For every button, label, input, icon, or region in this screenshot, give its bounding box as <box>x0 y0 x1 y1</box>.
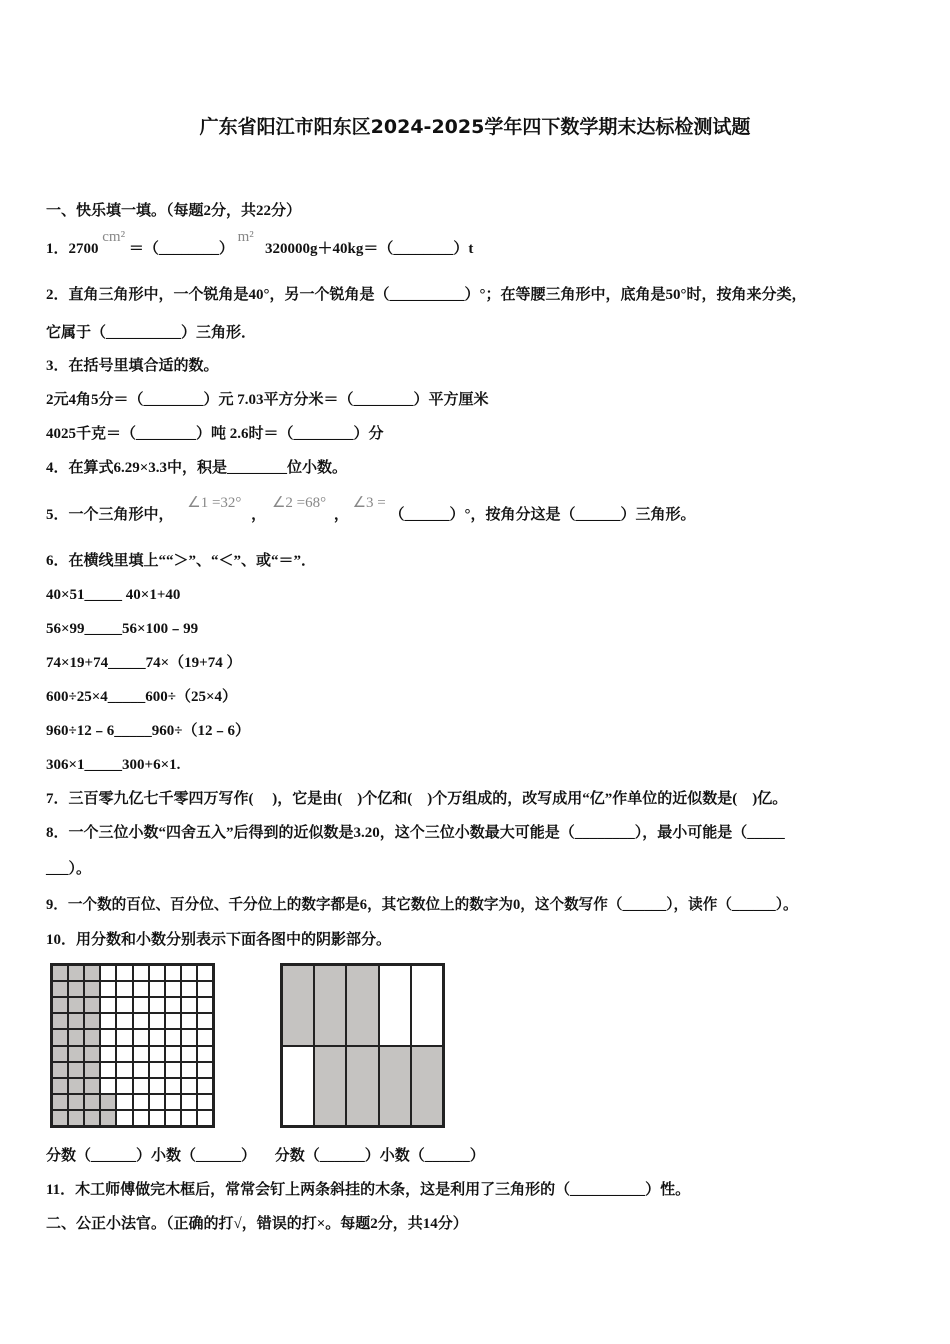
q5-blank: （______）°，按角分这是（______）三角形。 <box>389 507 696 523</box>
unit-cm2: cm² <box>102 229 126 245</box>
question-6: 6．在横线里填上““＞”、“＜”、或“＝”． <box>46 553 317 569</box>
question-3a: 2元4角5分＝（________）元 7.03平方分米＝（________）平方厘米 <box>46 392 489 408</box>
grid-cell <box>197 981 213 997</box>
grid-cell <box>100 965 116 981</box>
figure-part <box>314 965 346 1046</box>
grid-cell <box>149 1062 165 1078</box>
grid-cell <box>133 1013 149 1029</box>
ten-part-figure <box>280 963 445 1128</box>
grid-cell <box>52 965 68 981</box>
section-2-heading: 二、公正小法官。（正确的打√，错误的打×。每题2分，共14分） <box>46 1216 468 1232</box>
angle-1: ∠1 =32° <box>187 495 242 511</box>
question-5: 5．一个三角形中， ∠1 =32° ， ∠2 =68° ， ∠3 = （______）°，按角分这是（______）三角形。 <box>46 495 696 523</box>
grid-cell <box>149 1013 165 1029</box>
question-3: 3．在括号里填合适的数。 <box>46 358 219 374</box>
grid-cell <box>197 1094 213 1110</box>
grid-cell <box>52 1029 68 1045</box>
grid-cell <box>84 1094 100 1110</box>
grid-cell <box>181 981 197 997</box>
grid-cell <box>133 997 149 1013</box>
grid-cell <box>149 965 165 981</box>
grid-cell <box>68 1110 84 1126</box>
q5-text: 5．一个三角形中， <box>46 507 174 523</box>
question-11: 11．木工师傅做完木框后，常常会钉上两条斜挂的木条，这是利用了三角形的（__________）性。 <box>46 1182 691 1198</box>
grid-cell <box>197 1078 213 1094</box>
question-9: 9．一个数的百位、百分位、千分位上的数字都是6，其它数位上的数字为0，这个数写作（______），读作（______）。 <box>46 897 798 913</box>
grid-cell <box>181 1013 197 1029</box>
grid-cell <box>52 1110 68 1126</box>
compare-item: 600÷25×4_____600÷（25×4） <box>46 689 238 705</box>
grid-cell <box>197 1110 213 1126</box>
grid-cell <box>100 1078 116 1094</box>
grid-cell <box>116 1094 132 1110</box>
grid-cell <box>100 1046 116 1062</box>
grid-cell <box>84 1013 100 1029</box>
grid-cell <box>52 1013 68 1029</box>
grid-cell <box>181 1046 197 1062</box>
grid-cell <box>116 1013 132 1029</box>
angle-3: ∠3 = <box>352 495 386 511</box>
grid-cell <box>149 997 165 1013</box>
grid-cell <box>133 981 149 997</box>
grid-cell <box>52 981 68 997</box>
page-title: 广东省阳江市阳东区2024-2025学年四下数学期末达标检测试题 <box>199 116 751 138</box>
grid-cell <box>68 1046 84 1062</box>
grid-cell <box>181 1078 197 1094</box>
grid-cell <box>84 965 100 981</box>
grid-cell <box>84 1110 100 1126</box>
compare-item: 56×99_____56×100﹣99 <box>46 621 199 637</box>
figure-part <box>314 1046 346 1127</box>
grid-cell <box>165 1110 181 1126</box>
grid-cell <box>197 1046 213 1062</box>
q1-text-2: 320000g＋40kg＝（________）t <box>265 241 474 257</box>
figure-part <box>411 1046 443 1127</box>
grid-cell <box>52 1078 68 1094</box>
figure-part <box>282 965 314 1046</box>
grid-cell <box>68 981 84 997</box>
grid-cell <box>165 981 181 997</box>
grid-cell <box>84 1078 100 1094</box>
grid-cell <box>116 1078 132 1094</box>
grid-cell <box>84 1062 100 1078</box>
grid-cell <box>133 1078 149 1094</box>
grid-cell <box>197 997 213 1013</box>
grid-cell <box>52 1046 68 1062</box>
grid-cell <box>116 1029 132 1045</box>
compare-item: 306×1_____300+6×1. <box>46 757 181 773</box>
grid-cell <box>149 1094 165 1110</box>
grid-cell <box>116 1110 132 1126</box>
grid-cell <box>133 1062 149 1078</box>
grid-cell <box>133 1110 149 1126</box>
question-3b: 4025千克＝（________）吨 2.6时＝（________）分 <box>46 426 384 442</box>
grid-cell <box>149 1078 165 1094</box>
grid-cell <box>149 981 165 997</box>
grid-cell <box>68 965 84 981</box>
grid-cell <box>68 1062 84 1078</box>
q1-text: 1．2700 <box>46 241 99 257</box>
grid-cell <box>181 1062 197 1078</box>
question-2: 2．直角三角形中，一个锐角是40°，另一个锐角是（__________）°；在等腰三角形中，底角是50°时，按角来分类， <box>46 287 807 303</box>
grid-cell <box>197 1029 213 1045</box>
grid-cell <box>133 1029 149 1045</box>
figure-part <box>379 965 411 1046</box>
grid-cell <box>84 981 100 997</box>
question-7: 7．三百零九亿七千零四万写作( )，它是由( )个亿和( )个万组成的，改写成用“亿”作单位的近似数是( )亿。 <box>46 791 788 807</box>
grid-cell <box>116 1046 132 1062</box>
grid-cell <box>68 1029 84 1045</box>
question-2-cont: 它属于（__________）三角形． <box>46 325 257 341</box>
grid-cell <box>100 997 116 1013</box>
figure-part <box>346 965 378 1046</box>
hundred-grid-figure <box>50 963 215 1128</box>
grid-cell <box>181 1029 197 1045</box>
unit-m2: m² <box>237 229 254 245</box>
grid-cell <box>100 1013 116 1029</box>
figure-part <box>379 1046 411 1127</box>
compare-item: 40×51_____ 40×1+40 <box>46 587 181 603</box>
grid-cell <box>165 1078 181 1094</box>
grid-cell <box>116 1062 132 1078</box>
compare-item: 960÷12﹣6_____960÷（12﹣6） <box>46 723 250 739</box>
question-8-cont: ___）。 <box>46 861 92 877</box>
grid-cell <box>149 1029 165 1045</box>
figure-part <box>282 1046 314 1127</box>
grid-cell <box>68 1078 84 1094</box>
grid-cell <box>84 997 100 1013</box>
question-10-answers: 分数（______）小数（______） 分数（______）小数（______） <box>46 1148 485 1164</box>
grid-cell <box>116 965 132 981</box>
grid-cell <box>100 1029 116 1045</box>
grid-cell <box>197 1062 213 1078</box>
grid-cell <box>149 1110 165 1126</box>
figure-part <box>346 1046 378 1127</box>
grid-cell <box>165 1013 181 1029</box>
grid-cell <box>100 981 116 997</box>
grid-cell <box>68 1013 84 1029</box>
question-8: 8．一个三位小数“四舍五入”后得到的近似数是3.20，这个三位小数最大可能是（________），最小可能是（_____ <box>46 825 785 841</box>
figure-part <box>411 965 443 1046</box>
grid-cell <box>165 1062 181 1078</box>
angle-2: ∠2 =68° <box>271 495 327 511</box>
grid-cell <box>100 1094 116 1110</box>
grid-cell <box>133 1094 149 1110</box>
grid-cell <box>68 1094 84 1110</box>
grid-cell <box>165 1094 181 1110</box>
grid-cell <box>149 1046 165 1062</box>
grid-cell <box>84 1029 100 1045</box>
grid-cell <box>52 1094 68 1110</box>
grid-cell <box>116 997 132 1013</box>
q1-blank: ＝（________） <box>128 241 234 257</box>
question-1 <box>46 229 474 259</box>
compare-item: 74×19+74_____74×（19+74 ） <box>46 655 242 671</box>
grid-cell <box>133 965 149 981</box>
grid-cell <box>165 1046 181 1062</box>
grid-cell <box>165 1029 181 1045</box>
grid-cell <box>52 1062 68 1078</box>
grid-cell <box>116 981 132 997</box>
grid-cell <box>181 997 197 1013</box>
grid-cell <box>133 1046 149 1062</box>
grid-cell <box>100 1110 116 1126</box>
grid-cell <box>165 965 181 981</box>
grid-cell <box>100 1062 116 1078</box>
grid-cell <box>68 997 84 1013</box>
section-1-heading: 一、快乐填一填。（每题2分，共22分） <box>46 203 302 219</box>
grid-cell <box>197 965 213 981</box>
grid-cell <box>181 1094 197 1110</box>
question-4: 4．在算式6.29×3.3中，积是________位小数。 <box>46 460 348 476</box>
grid-cell <box>52 997 68 1013</box>
question-10: 10．用分数和小数分别表示下面各图中的阴影部分。 <box>46 932 392 948</box>
grid-cell <box>197 1013 213 1029</box>
grid-cell <box>84 1046 100 1062</box>
grid-cell <box>181 1110 197 1126</box>
grid-cell <box>165 997 181 1013</box>
grid-cell <box>181 965 197 981</box>
